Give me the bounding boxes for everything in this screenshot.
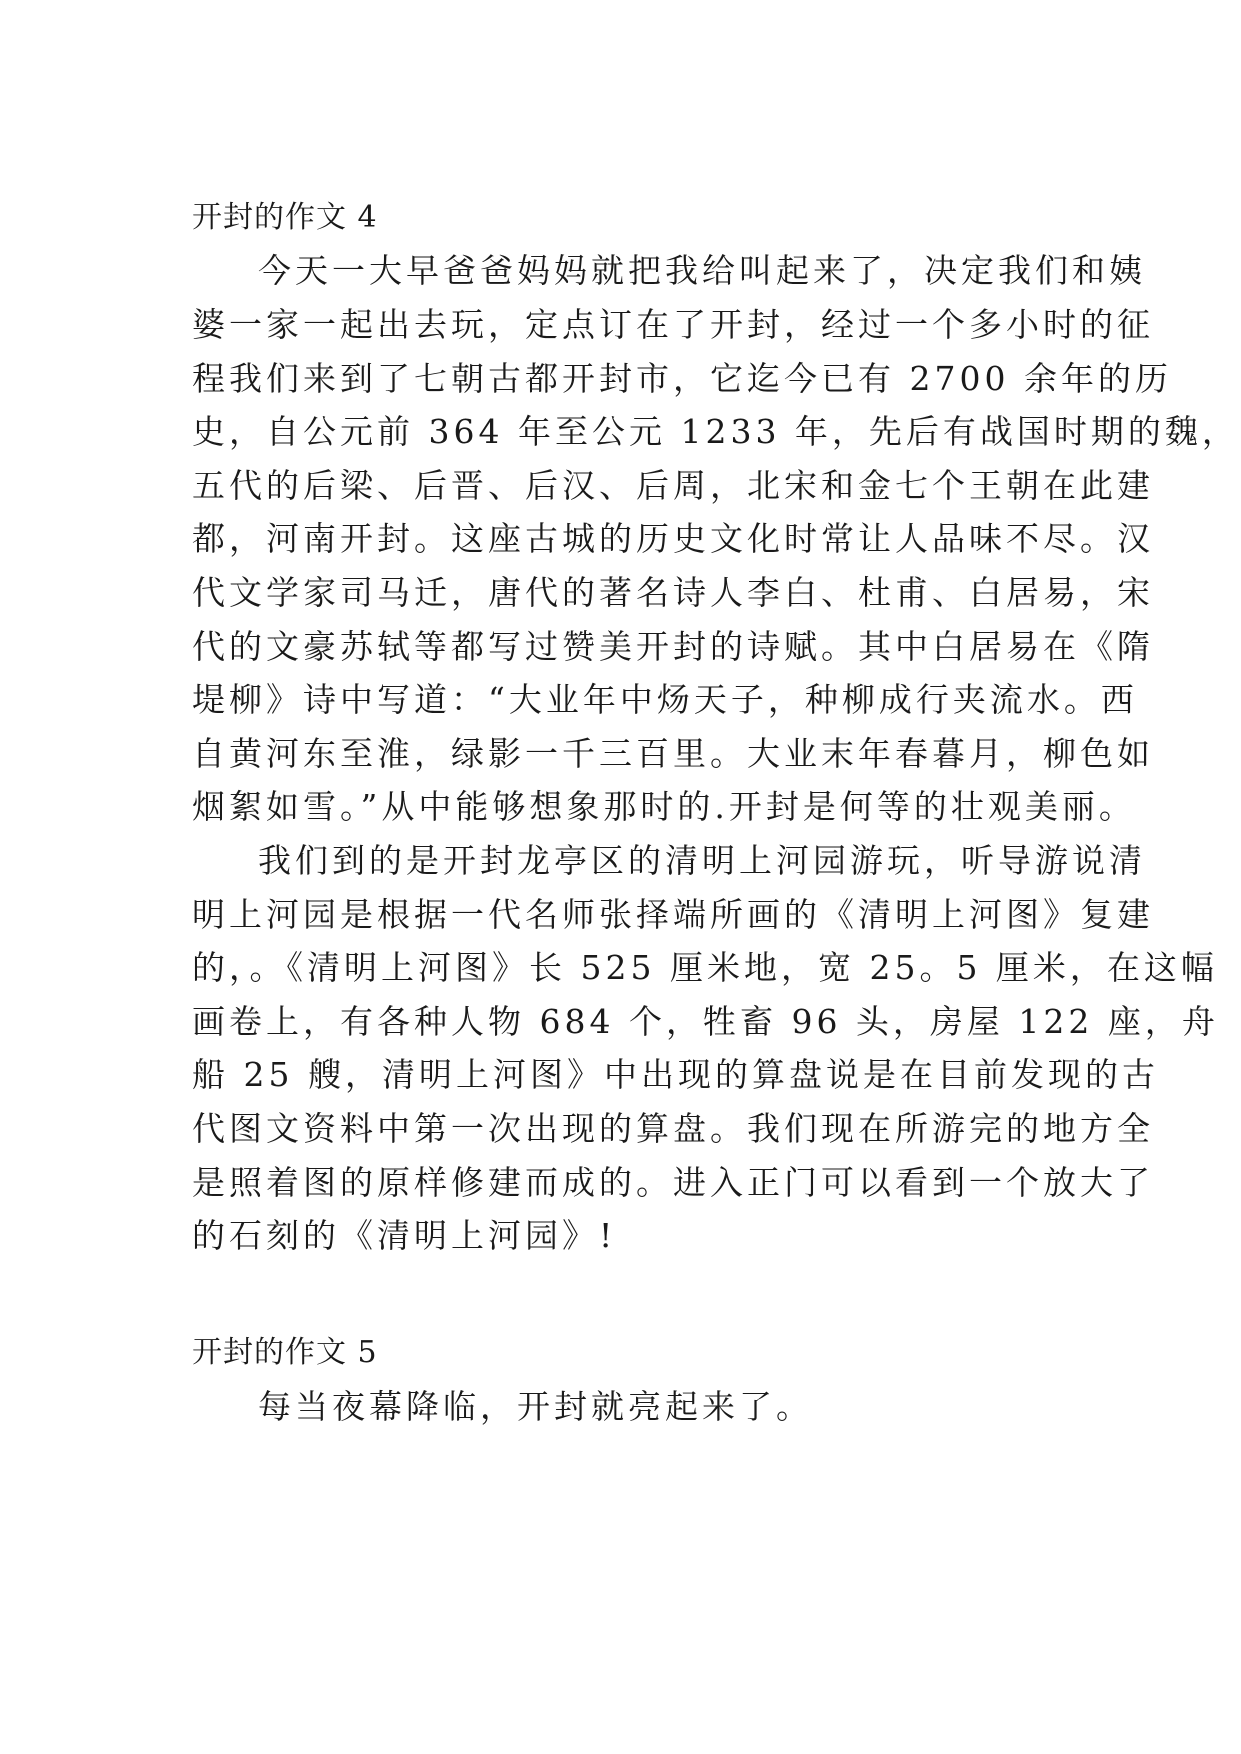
essay-4-heading: 开封的作文 4	[192, 200, 378, 235]
essay-4-line: 画卷上，有各种人物 684 个，牲畜 96 头，房屋 122 座，舟	[192, 1002, 1219, 1041]
essay-5-line: 每当夜幕降临，开封就亮起来了。	[258, 1387, 813, 1426]
essay-4-line: 自黄河东至淮，绿影一千三百里。大业末年春暮月，柳色如	[192, 734, 1154, 773]
essay-4-line: 都，河南开封。这座古城的历史文化时常让人品味不尽。汉	[192, 519, 1154, 558]
essay-4-line: 今天一大早爸爸妈妈就把我给叫起来了，决定我们和姨	[258, 251, 1146, 290]
essay-4-line: 明上河园是根据一代名师张择端所画的《清明上河图》复建	[192, 895, 1154, 934]
essay-4-line: 代的文豪苏轼等都写过赞美开封的诗赋。其中白居易在《隋	[192, 627, 1154, 666]
essay-5-heading: 开封的作文 5	[192, 1335, 378, 1370]
essay-4-line: 船 25 艘，清明上河图》中出现的算盘说是在目前发现的古	[192, 1055, 1159, 1094]
essay-4-line: 婆一家一起出去玩，定点订在了开封，经过一个多小时的征	[192, 305, 1154, 344]
essay-4-line: 程我们来到了七朝古都开封市，它迄今已有 2700 余年的历	[192, 359, 1172, 398]
essay-4-line: 五代的后梁、后晋、后汉、后周，北宋和金七个王朝在此建	[192, 466, 1154, 505]
essay-4-line: 是照着图的原样修建而成的。进入正门可以看到一个放大了	[192, 1163, 1154, 1202]
essay-4-line: 代图文资料中第一次出现的算盘。我们现在所游完的地方全	[192, 1109, 1154, 1148]
essay-4-line: 的，。《清明上河图》长 525 厘米地，宽 25。5 厘米，在这幅	[192, 948, 1218, 987]
essay-4-line: 烟絮如雪。”从中能够想象那时的.开封是何等的壮观美丽。	[192, 787, 1136, 826]
essay-4-line: 代文学家司马迁，唐代的著名诗人李白、杜甫、白居易，宋	[192, 573, 1154, 612]
essay-4-line: 堤柳》诗中写道：“大业年中炀天子，种柳成行夹流水。西	[192, 680, 1138, 719]
essay-4-line: 史，自公元前 364 年至公元 1233 年，先后有战国时期的魏，	[192, 412, 1239, 451]
essay-4-line: 的石刻的《清明上河园》!	[192, 1216, 617, 1255]
essay-4-line: 我们到的是开封龙亭区的清明上河园游玩，听导游说清	[258, 841, 1146, 880]
